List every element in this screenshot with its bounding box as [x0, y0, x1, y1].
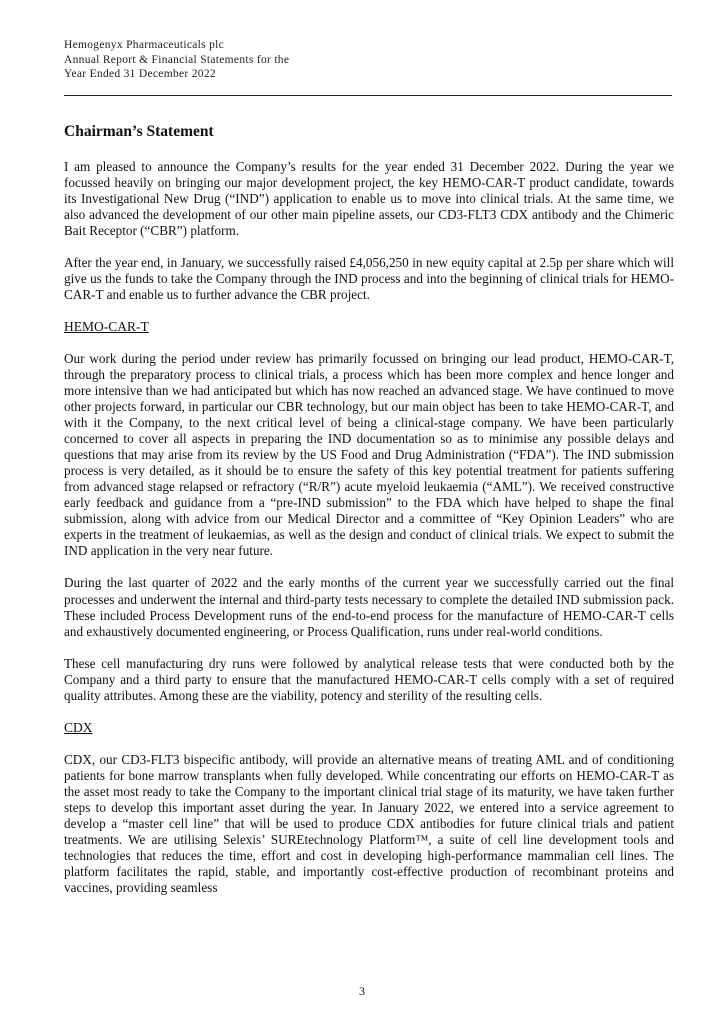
page-number: 3: [359, 984, 365, 998]
header-report-title: Annual Report & Financial Statements for the: [64, 53, 290, 66]
paragraph-hemo-processes: During the last quarter of 2022 and the early months of the current year we successfully carried out the final processes and underwent the internal and third-party tests necessary to complete the detailed IND submission pack. These included Process Development runs of the end-to-end process for the manufacture of HEMO-CAR-T cells and exhaustively documented engineering, or Process Qualification, runs under real-world conditions.: [64, 575, 674, 639]
header-divider: [64, 95, 672, 96]
header-year: Year Ended 31 December 2022: [64, 68, 216, 80]
page-title: Chairman’s Statement: [64, 122, 214, 140]
section-heading-hemo-car-t: HEMO-CAR-T: [64, 318, 149, 334]
paragraph-intro: I am pleased to announce the Company’s results for the year ended 31 December 2022. During the year we focussed heavily on bringing our major development project, the key HEMO-CAR-T product candidate, towards its Investigational New Drug (“IND”) application to enable us to move into clinical trials. At the same time, we also advanced the development of our other main pipeline assets, our CD3-FLT3 CDX antibody and the Chimeric Bait Receptor (“CBR”) platform.: [64, 158, 674, 238]
paragraph-hemo-overview: Our work during the period under review has primarily focussed on bringing our lead product, HEMO-CAR-T, through the preparatory process to clinical trials, a process which has been more complex and hence longer and more intensive than we had anticipated but which has now reached an advanced stage. We have continued to move other projects forward, in particular our CBR technology, but our main object has been to take HEMO-CAR-T, and with it the Company, to the next critical level of being a clinical-stage company. We have been particularly concerned to cover all aspects in preparing the IND documentation so as to minimise any possible delays and questions that may arise from its review by the US Food and Drug Administration (“FDA”). The IND submission process is very detailed, as it should be to ensure the safety of this key potential treatment for patients suffering from advanced stage relapsed or refractory (“R/R”) acute myeloid leukaemia (“AML”). We received constructive early feedback and guidance from a “pre-IND submission” to the FDA which have helped to shape the final submission, along with advice from our Medical Director and a committee of “Key Opinion Leaders” who are experts in the treatment of leukaemias, as well as the design and conduct of clinical trials. We expect to submit the IND application in the very near future.: [64, 350, 674, 559]
document-page: [64, 38, 674, 896]
paragraph-fundraise: After the year end, in January, we successfully raised £4,056,250 in new equity capital at 2.5p per share which will give us the funds to take the Company through the IND process and into the beginning of clinical trials for HEMO-CAR-T and enable us to further advance the CBR project.: [64, 254, 674, 302]
paragraph-hemo-dry-runs: These cell manufacturing dry runs were followed by analytical release tests that were conducted both by the Company and a third party to ensure that the manufactured HEMO-CAR-T cells comply with a set of required quality attributes. Among these are the viability, potency and sterility of the resulting cells.: [64, 655, 674, 703]
section-heading-cdx: CDX: [64, 719, 93, 735]
header-company: Hemogenyx Pharmaceuticals plc: [64, 39, 225, 51]
running-header: [64, 38, 674, 82]
paragraph-cdx: CDX, our CD3-FLT3 bispecific antibody, will provide an alternative means of treating AML and of conditioning patients for bone marrow transplants when fully developed. While concentrating our efforts on HEMO-CAR-T as the asset most ready to take the Company to the important clinical trial stage of its maturity, we have taken further steps to develop this important asset during the year. In January 2022, we entered into a service agreement to develop a “master cell line” that will be used to produce CDX antibodies for future clinical trials and patient treatments. We are utilising Selexis’ SUREtechnology Platform™, a suite of cell line development tools and technologies that reduces the time, effort and cost in developing high-performance mammalian cell lines. The platform facilitates the rapid, stable, and importantly cost-effective production of recombinant proteins and vaccines, providing seamless: [64, 751, 674, 896]
